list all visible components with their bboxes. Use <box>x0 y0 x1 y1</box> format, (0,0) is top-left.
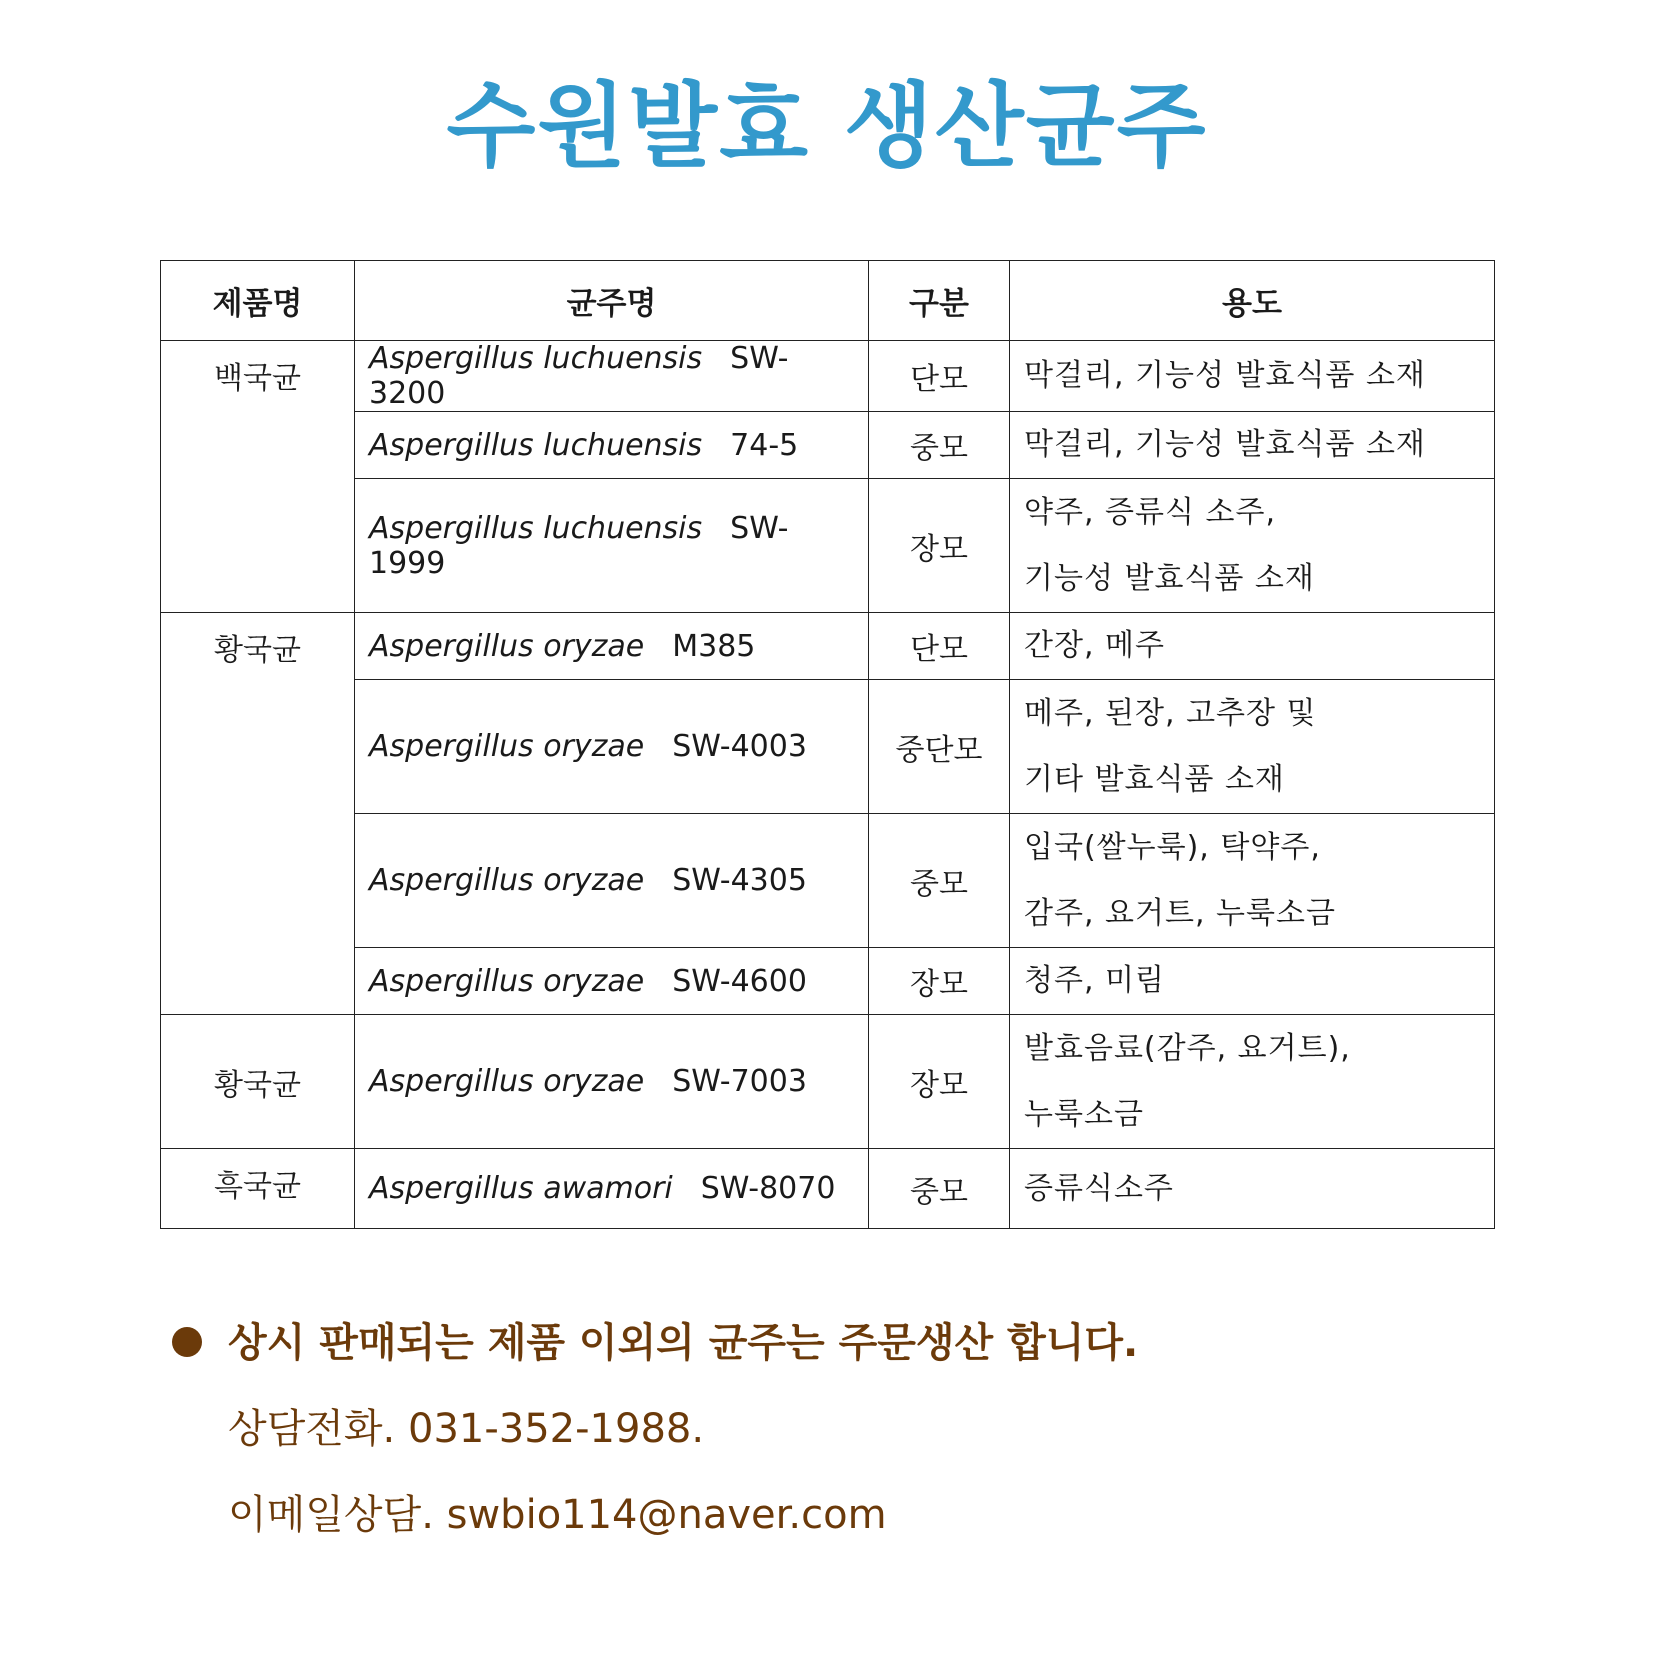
strain-code: 74-5 <box>730 427 799 463</box>
use-line: 증류식소주 <box>1024 1170 1174 1206</box>
use-line: 청주, 미림 <box>1024 963 1165 998</box>
strain-name-cell <box>355 412 869 479</box>
strain-use-cell <box>1010 341 1495 412</box>
strain-use-cell <box>1010 948 1495 1015</box>
strain-code: SW-4600 <box>672 963 807 999</box>
strain-name-cell <box>355 341 869 412</box>
table-row <box>161 948 1495 1015</box>
header-product: 제품명 <box>161 261 355 341</box>
species-name: Aspergillus oryzae <box>369 963 645 999</box>
strain-type-cell: 장모 <box>869 948 1010 1015</box>
use-line: 약주, 증류식 소주, <box>1024 494 1277 530</box>
species-name: Aspergillus luchuensis <box>369 510 703 546</box>
table-header-row <box>161 261 1495 341</box>
strain-name-cell <box>355 1015 869 1149</box>
product-name-cell: 백국균 <box>161 341 355 613</box>
strain-name-cell <box>355 680 869 814</box>
phone-contact <box>172 1386 1472 1472</box>
strain-name-cell <box>355 948 869 1015</box>
species-name: Aspergillus oryzae <box>369 729 645 764</box>
use-line: 누룩소금 <box>1024 1096 1144 1132</box>
table-row <box>161 1015 1495 1149</box>
use-line: 발효음료(감주, 요거트), <box>1024 1030 1351 1066</box>
strain-type-cell: 장모 <box>869 1015 1010 1149</box>
strain-code: SW-7003 <box>672 1064 807 1099</box>
email-contact <box>172 1472 1472 1558</box>
product-name-cell: 황국균 <box>161 613 355 1015</box>
strain-use-cell <box>1010 1015 1495 1149</box>
strain-type-cell: 중모 <box>869 814 1010 948</box>
species-name: Aspergillus oryzae <box>369 628 645 664</box>
strain-use-cell <box>1010 1149 1495 1229</box>
use-line: 입국(쌀누룩), 탁약주, <box>1024 829 1321 865</box>
use-line: 기능성 발효식품 소재 <box>1024 560 1315 596</box>
header-strain: 균주명 <box>355 261 869 341</box>
strain-type-cell: 단모 <box>869 613 1010 680</box>
table-row <box>161 613 1495 680</box>
strain-table <box>160 260 1495 1229</box>
product-name-cell: 황국균 <box>161 1015 355 1149</box>
strain-code: SW-3200 <box>369 341 789 411</box>
table-row <box>161 341 1495 412</box>
strain-type-cell: 중모 <box>869 1149 1010 1229</box>
strain-type-cell: 단모 <box>869 341 1010 412</box>
use-line: 간장, 메주 <box>1024 628 1165 663</box>
strain-use-cell <box>1010 814 1495 948</box>
bullet-icon <box>172 1327 202 1357</box>
species-name: Aspergillus awamori <box>369 1171 673 1206</box>
use-line: 막걸리, 기능성 발효식품 소재 <box>1024 427 1426 462</box>
phone-contact-text: 상담전화. 031-352-1988. <box>228 1406 705 1452</box>
species-name: Aspergillus luchuensis <box>369 341 703 376</box>
strain-name-cell <box>355 479 869 613</box>
strain-type-cell: 장모 <box>869 479 1010 613</box>
header-use: 용도 <box>1010 261 1495 341</box>
strain-code: SW-4003 <box>672 729 807 764</box>
table-row <box>161 412 1495 479</box>
strain-name-cell <box>355 613 869 680</box>
table-row <box>161 680 1495 814</box>
strain-use-cell <box>1010 613 1495 680</box>
header-type: 구분 <box>869 261 1010 341</box>
email-contact-text: 이메일상담. swbio114@naver.com <box>228 1492 887 1538</box>
table-row <box>161 1149 1495 1229</box>
species-name: Aspergillus luchuensis <box>369 427 703 463</box>
strain-name-cell <box>355 814 869 948</box>
order-notice <box>172 1300 1472 1386</box>
table-row <box>161 479 1495 613</box>
species-name: Aspergillus oryzae <box>369 863 645 898</box>
strain-code: SW-4305 <box>672 863 807 898</box>
use-line: 감주, 요거트, 누룩소금 <box>1024 895 1336 931</box>
strain-type-cell: 중모 <box>869 412 1010 479</box>
product-name-cell: 흑국균 <box>161 1149 355 1229</box>
strain-use-cell <box>1010 680 1495 814</box>
strain-code: SW-8070 <box>700 1171 836 1206</box>
use-line: 기타 발효식품 소재 <box>1024 761 1285 797</box>
page-title: 수원발효 생산균주 <box>446 73 1208 180</box>
strain-name-cell <box>355 1149 869 1229</box>
strain-use-cell <box>1010 412 1495 479</box>
species-name: Aspergillus oryzae <box>369 1064 645 1099</box>
strain-code: SW-1999 <box>369 510 789 581</box>
use-line: 메주, 된장, 고추장 및 <box>1024 695 1317 731</box>
strain-use-cell <box>1010 479 1495 613</box>
strain-code: M385 <box>672 628 756 664</box>
strain-type-cell: 중단모 <box>869 680 1010 814</box>
table-row <box>161 814 1495 948</box>
use-line: 막걸리, 기능성 발효식품 소재 <box>1024 358 1426 393</box>
contact-notes <box>172 1300 1472 1558</box>
order-notice-text: 상시 판매되는 제품 이외의 균주는 주문생산 합니다. <box>228 1320 1139 1366</box>
